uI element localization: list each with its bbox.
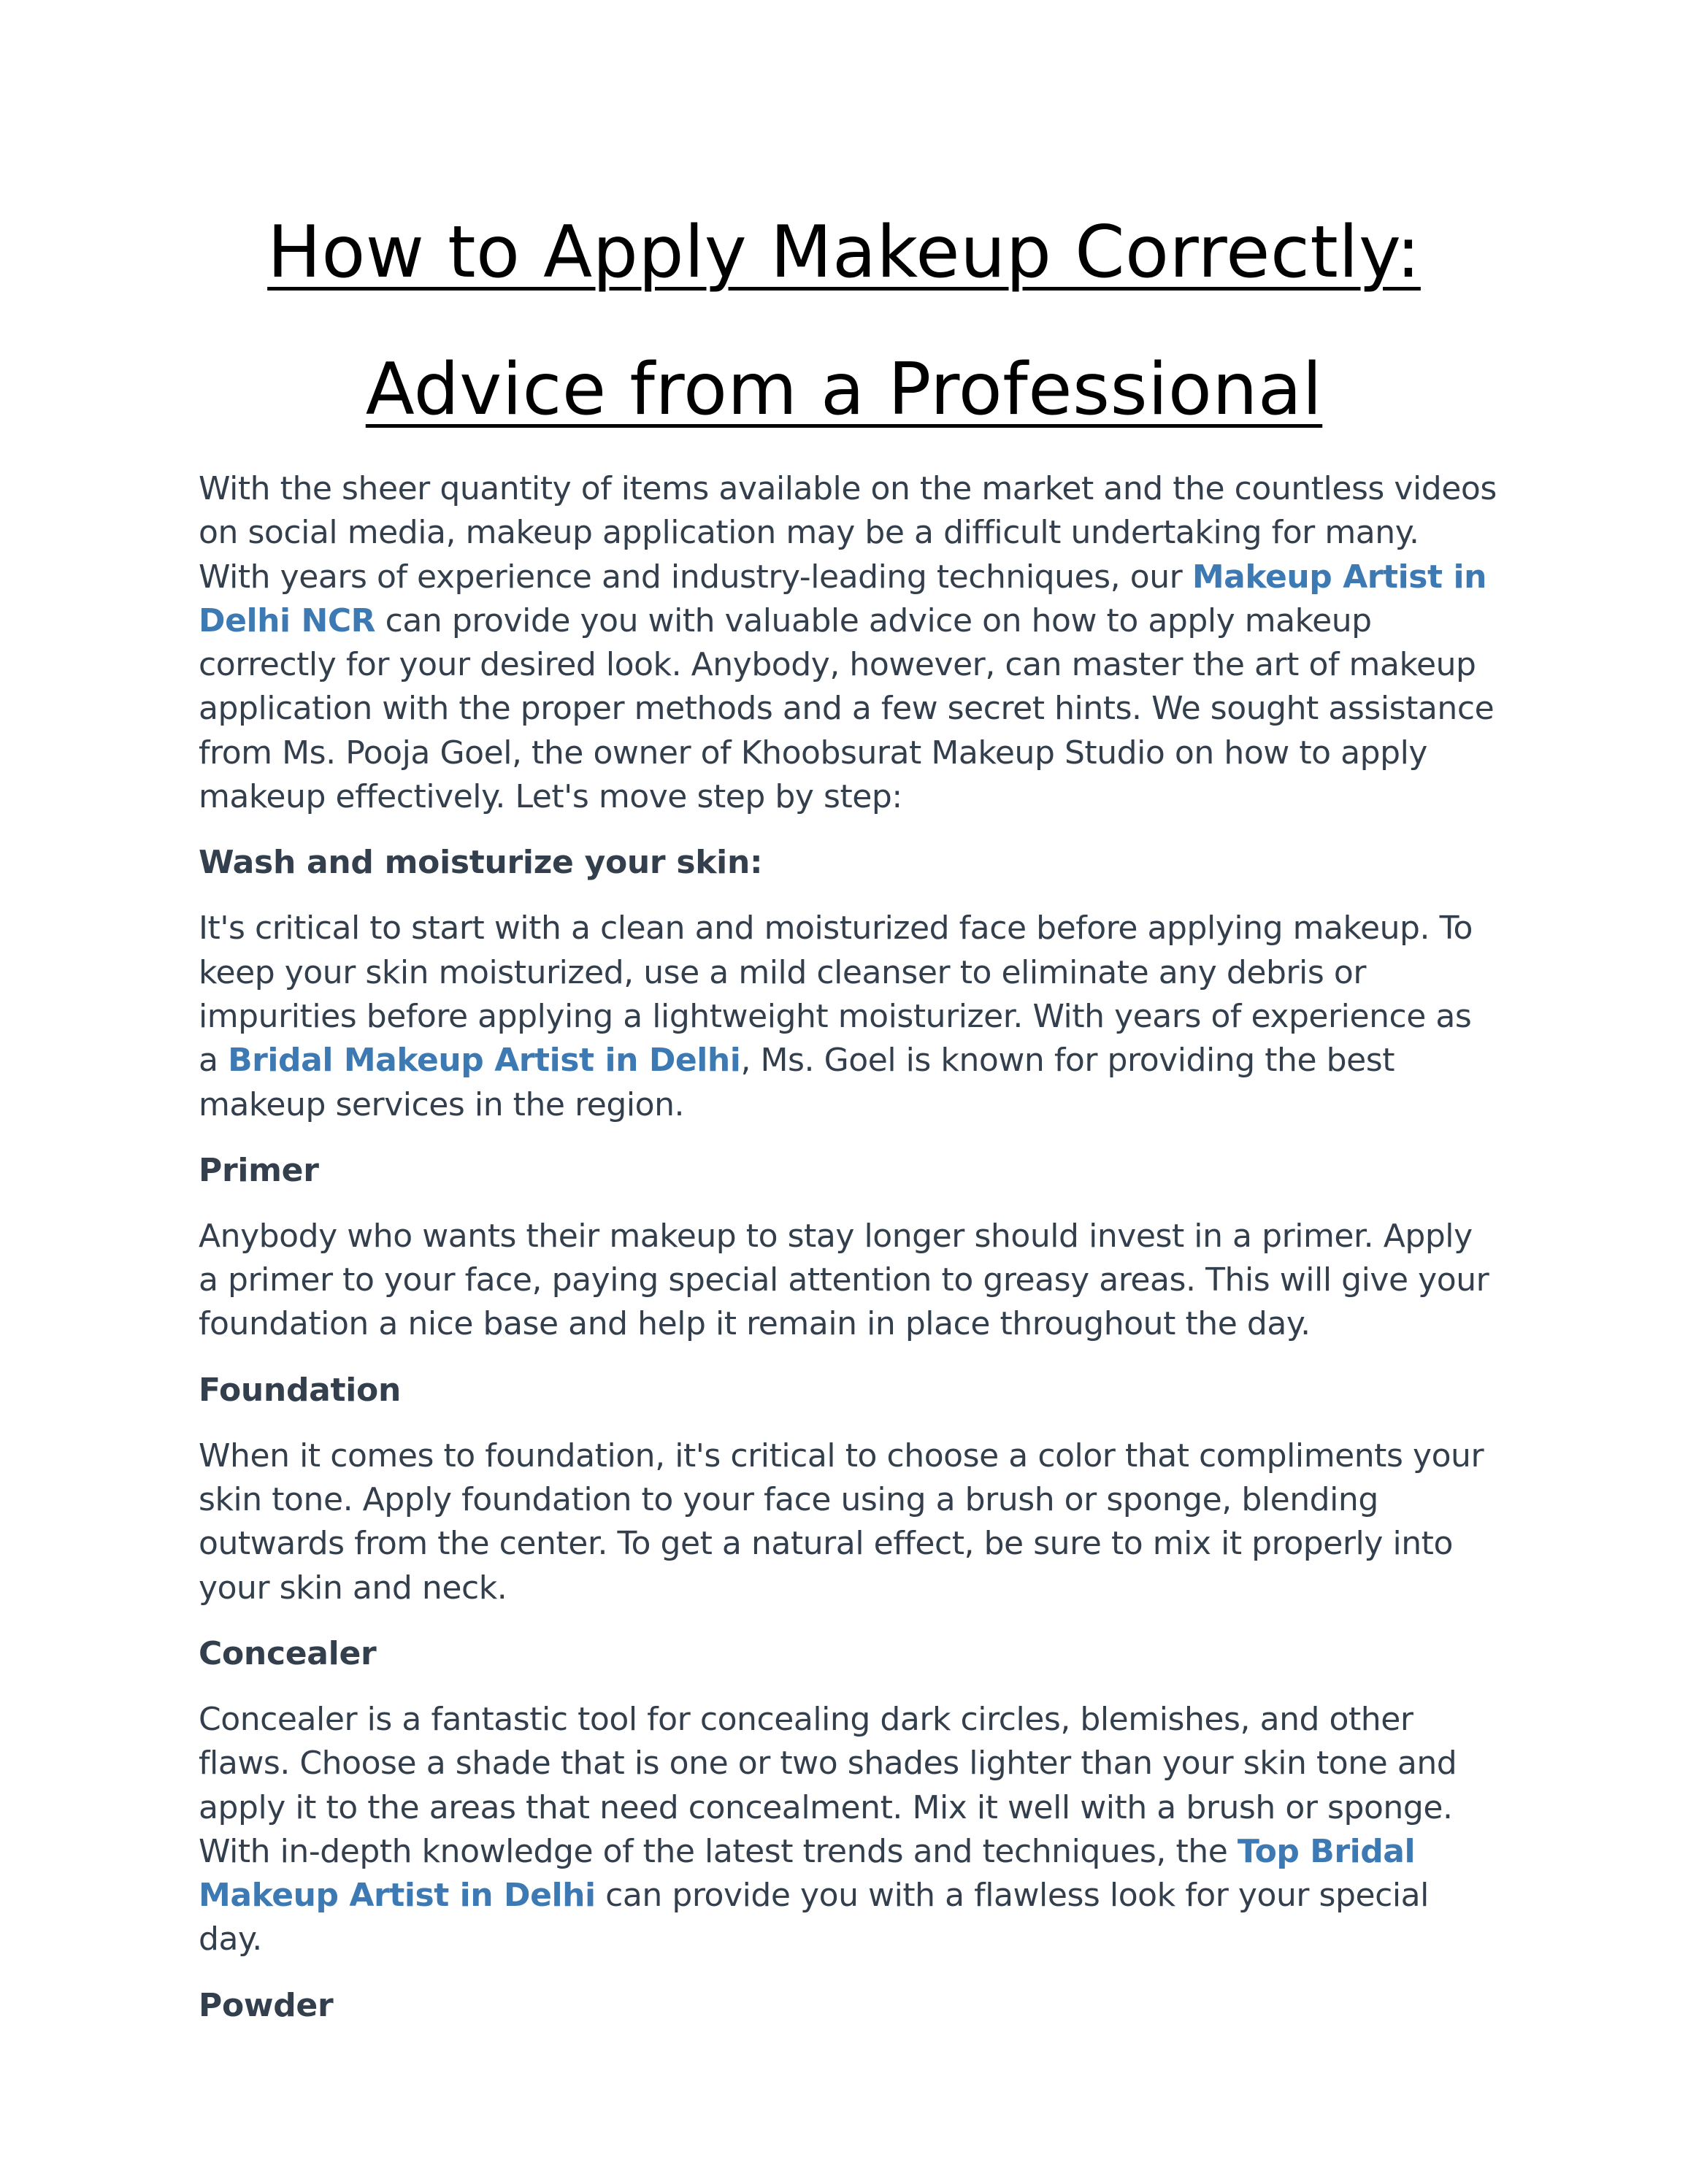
top-bridal-makeup-artist-link[interactable]: Top Bridal Makeup Artist in Delhi [199, 1832, 1416, 1915]
primer-heading: Primer [199, 1151, 319, 1189]
article-body [199, 467, 1498, 2050]
wash-text-start: It's critical to start with a clean and moisturized face before applying makeup. To keep your skin moisturized, use a mild cleanser to eliminate any debris or impurities before applying a lightweight moisturizer. With years of experience as a [199, 910, 1473, 1080]
wash-paragraph [199, 907, 1498, 1126]
intro-paragraph [199, 467, 1498, 819]
foundation-paragraph: When it comes to foundation, it's critical to choose a color that compliments your skin tone. Apply foundation to your face using a brush or sponge, blending outwards from the center. To get a natural effect, be sure to mix it properly into your skin and neck. [199, 1437, 1484, 1607]
concealer-text-start: Concealer is a fantastic tool for concealing dark circles, blemishes, and other flaws. Choose a shade that is one or two shades lighter than your skin tone and apply it to the areas that need concealment. Mix it well with a brush or sponge. With in-depth knowledge of the latest trends and techniques, the [199, 1700, 1457, 1870]
concealer-text-end: can provide you with a flawless look for your special day. [199, 1877, 1429, 1958]
concealer-paragraph [199, 1698, 1498, 1962]
intro-text-end: can provide you with valuable advice on how to apply makeup correctly for your desired look. Anybody, however, can master the art of makeup application with the proper methods and a few secret hints. We sought assistance from Ms. Pooja Goel, the owner of Khoobsurat Makeup Studio on how to apply makeup effectively. Let's move step by step: [199, 601, 1495, 816]
makeup-artist-delhi-ncr-link[interactable]: Makeup Artist in Delhi NCR [199, 558, 1486, 639]
wash-text-end: , Ms. Goel is known for providing the best makeup services in the region. [199, 1042, 1395, 1123]
powder-heading: Powder [199, 1986, 334, 2024]
intro-text-start: With the sheer quantity of items available on the market and the countless videos on social media, makeup application may be a difficult undertaking for many. With years of experience and industry-leading techniques, our [199, 470, 1497, 596]
bridal-makeup-artist-link[interactable]: Bridal Makeup Artist in Delhi [228, 1042, 741, 1080]
concealer-heading: Concealer [199, 1634, 377, 1672]
foundation-heading: Foundation [199, 1371, 402, 1409]
wash-heading: Wash and moisturize your skin: [199, 844, 763, 882]
primer-paragraph: Anybody who wants their makeup to stay longer should invest in a primer. Apply a primer to your face, paying special attention to greasy areas. This will give your foundation a nice base and help it remain in place throughout the day. [199, 1217, 1489, 1343]
page-title: How to Apply Makeup Correctly: Advice from a Professional [267, 211, 1421, 431]
